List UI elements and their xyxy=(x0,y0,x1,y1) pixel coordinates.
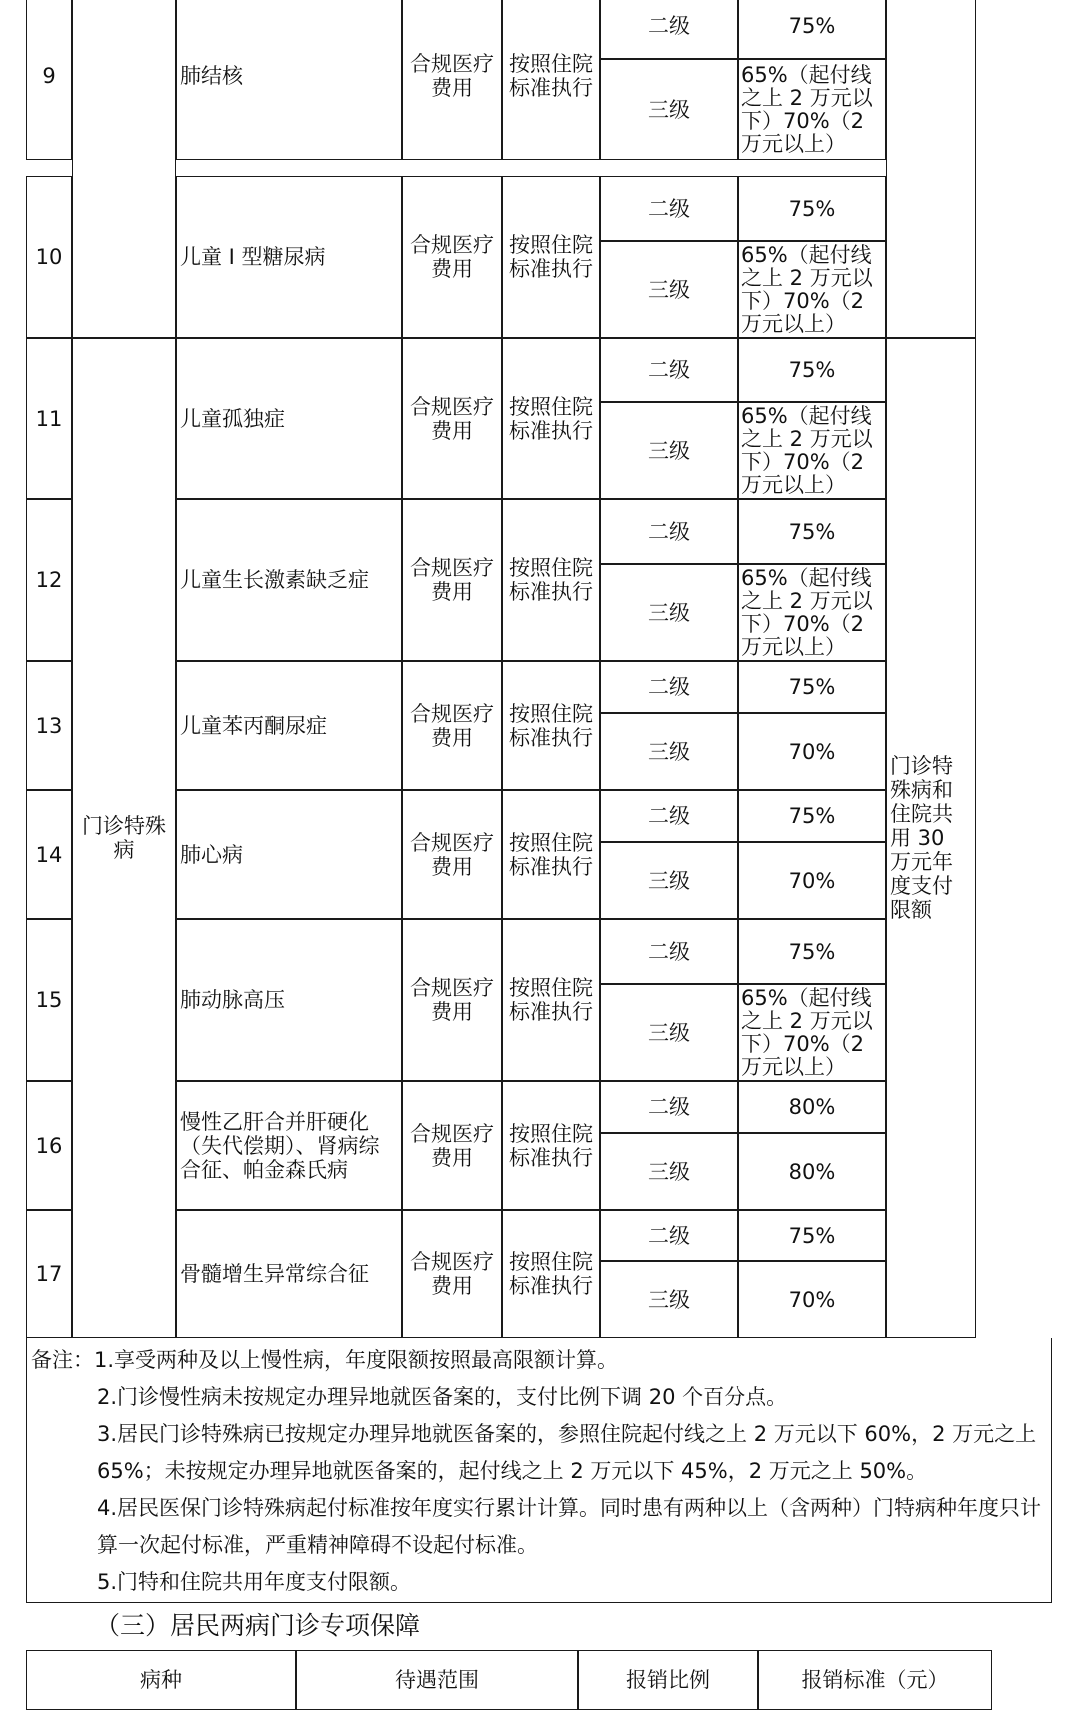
level-2-label: 二级 xyxy=(600,1210,738,1261)
disease-name: 骨髓增生异常综合征 xyxy=(176,1210,402,1338)
level-3-label: 三级 xyxy=(600,241,738,338)
category-special-outpatient: 门诊特殊病 xyxy=(72,338,176,1338)
header-scope: 待遇范围 xyxy=(296,1650,578,1710)
level-3-rate: 65%（起付线之上 2 万元以下）70%（2 万元以上） xyxy=(738,241,886,338)
deductible-standard: 按照住院 标准执行 xyxy=(502,919,600,1081)
level-3-label: 三级 xyxy=(600,59,738,160)
level-2-rate: 80% xyxy=(738,1081,886,1133)
level-3-rate: 70% xyxy=(738,842,886,919)
level-3-label: 三级 xyxy=(600,984,738,1081)
level-2-label: 二级 xyxy=(600,661,738,713)
coverage-scope: 合规医疗 费用 xyxy=(402,919,502,1081)
note-3: 3.居民门诊特殊病已按规定办理异地就医备案的，参照住院起付线之上 2 万元以下 60%，2 万元之上 65%；未按规定办理异地就医备案的，起付线之上 2 万元以下 45%，2 万元之上 50%。 xyxy=(97,1422,1037,1483)
level-3-rate: 70% xyxy=(738,713,886,790)
disease-name: 肺动脉高压 xyxy=(176,919,402,1081)
coverage-scope: 合规医疗 费用 xyxy=(402,661,502,790)
row-number: 13 xyxy=(26,661,72,790)
level-3-label: 三级 xyxy=(600,1133,738,1210)
two-disease-table-header xyxy=(26,1650,1052,1710)
level-3-rate: 65%（起付线之上 2 万元以下）70%（2 万元以上） xyxy=(738,564,886,661)
coverage-scope: 合规医疗 费用 xyxy=(402,176,502,338)
header-standard: 报销标准（元） xyxy=(758,1650,992,1710)
level-2-label: 二级 xyxy=(600,0,738,59)
level-3-rate: 65%（起付线之上 2 万元以下）70%（2 万元以上） xyxy=(738,402,886,499)
level-2-rate: 75% xyxy=(738,790,886,842)
coverage-scope: 合规医疗 费用 xyxy=(402,1210,502,1338)
deductible-standard: 按照住院 标准执行 xyxy=(502,1210,600,1338)
deductible-standard: 按照住院 标准执行 xyxy=(502,790,600,919)
deductible-standard: 按照住院 标准执行 xyxy=(502,1081,600,1210)
level-3-rate: 70% xyxy=(738,1261,886,1338)
level-3-label: 三级 xyxy=(600,713,738,790)
disease-name: 儿童孤独症 xyxy=(176,338,402,499)
disease-name: 肺心病 xyxy=(176,790,402,919)
row-number: 15 xyxy=(26,919,72,1081)
coverage-scope: 合规医疗 费用 xyxy=(402,499,502,661)
level-3-rate: 80% xyxy=(738,1133,886,1210)
level-2-rate: 75% xyxy=(738,0,886,59)
disease-name: 儿童苯丙酮尿症 xyxy=(176,661,402,790)
annual-limit-note: 门诊特殊病和住院共用 30 万元年度支付限额 xyxy=(886,338,976,1338)
row-number: 12 xyxy=(26,499,72,661)
level-2-rate: 75% xyxy=(738,499,886,564)
section-title: （三）居民两病门诊专项保障 xyxy=(95,1611,421,1640)
level-2-label: 二级 xyxy=(600,499,738,564)
coverage-scope: 合规医疗 费用 xyxy=(402,790,502,919)
level-3-label: 三级 xyxy=(600,402,738,499)
level-2-rate: 75% xyxy=(738,661,886,713)
note-2: 2.门诊慢性病未按规定办理异地就医备案的，支付比例下调 20 个百分点。 xyxy=(97,1385,788,1409)
deductible-standard: 按照住院 标准执行 xyxy=(502,499,600,661)
header-disease: 病种 xyxy=(26,1650,296,1710)
level-2-label: 二级 xyxy=(600,176,738,241)
disease-name: 儿童 I 型糖尿病 xyxy=(176,176,402,338)
coverage-scope: 合规医疗 费用 xyxy=(402,338,502,499)
level-2-label: 二级 xyxy=(600,790,738,842)
deductible-standard: 按照住院 标准执行 xyxy=(502,338,600,499)
level-2-rate: 75% xyxy=(738,919,886,984)
coverage-scope: 合规医疗 费用 xyxy=(402,0,502,160)
note-5: 5.门特和住院共用年度支付限额。 xyxy=(97,1570,412,1594)
notes-block xyxy=(26,1338,1052,1603)
level-2-label: 二级 xyxy=(600,338,738,402)
level-3-rate: 65%（起付线之上 2 万元以下）70%（2 万元以上） xyxy=(738,984,886,1081)
disease-name: 儿童生长激素缺乏症 xyxy=(176,499,402,661)
limit-cell-upper xyxy=(886,0,976,338)
deductible-standard: 按照住院 标准执行 xyxy=(502,661,600,790)
row-number: 10 xyxy=(26,176,72,338)
level-2-rate: 75% xyxy=(738,338,886,402)
level-2-label: 二级 xyxy=(600,919,738,984)
row-number: 14 xyxy=(26,790,72,919)
disease-name: 肺结核 xyxy=(176,0,402,160)
row-number: 17 xyxy=(26,1210,72,1338)
row-number: 11 xyxy=(26,338,72,499)
level-2-rate: 75% xyxy=(738,176,886,241)
note-1: 备注：1.享受两种及以上慢性病，年度限额按照最高限额计算。 xyxy=(31,1348,619,1372)
level-3-label: 三级 xyxy=(600,1261,738,1338)
coverage-scope: 合规医疗 费用 xyxy=(402,1081,502,1210)
deductible-standard: 按照住院 标准执行 xyxy=(502,176,600,338)
level-2-rate: 75% xyxy=(738,1210,886,1261)
level-3-label: 三级 xyxy=(600,564,738,661)
row-number: 9 xyxy=(26,0,72,160)
level-2-label: 二级 xyxy=(600,1081,738,1133)
note-4: 4.居民医保门诊特殊病起付标准按年度实行累计计算。同时患有两种以上（含两种）门特病种年度只计算一次起付标准，严重精神障碍不设起付标准。 xyxy=(97,1496,1042,1557)
level-3-rate: 65%（起付线之上 2 万元以下）70%（2 万元以上） xyxy=(738,59,886,160)
row-number: 16 xyxy=(26,1081,72,1210)
level-3-label: 三级 xyxy=(600,842,738,919)
category-cell-upper xyxy=(72,0,176,338)
deductible-standard: 按照住院 标准执行 xyxy=(502,0,600,160)
disease-name: 慢性乙肝合并肝硬化（失代偿期）、肾病综合征、帕金森氏病 xyxy=(176,1081,402,1210)
header-ratio: 报销比例 xyxy=(578,1650,758,1710)
